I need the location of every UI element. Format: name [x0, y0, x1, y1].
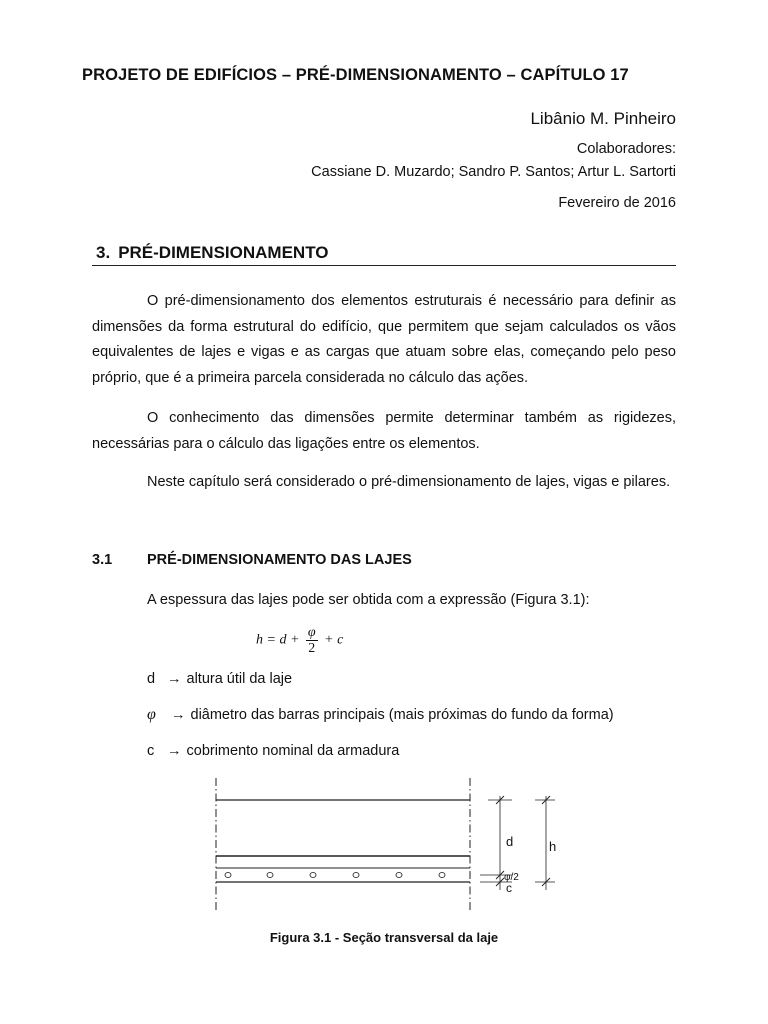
slab-cross-section-drawing — [210, 774, 570, 920]
paragraph-2: O conhecimento das dimensões permite determinar também as rigidezes, necessárias para o cálculo das ligações entre os elementos. — [92, 410, 676, 452]
thickness-formula — [256, 625, 343, 656]
section-intro: A espessura das lajes pode ser obtida com a expressão (Figura 3.1): — [147, 592, 590, 608]
definition-symbol: d — [147, 671, 156, 687]
section-number: 3.1 — [92, 552, 113, 568]
definition-d — [147, 671, 292, 687]
document-title: PROJETO DE EDIFÍCIOS – PRÉ-DIMENSIONAMENTO – CAPÍTULO 17 — [82, 66, 629, 84]
author-name: Libânio M. Pinheiro — [530, 109, 676, 128]
publication-date: Fevereiro de 2016 — [558, 195, 676, 211]
paragraph-1: O pré-dimensionamento dos elementos estruturais é necessário para definir as dimensões da forma estrutural do edifício, que permitem que sejam calculados os vãos equivalentes de lajes e vigas e as cargas que atuam sobre elas, começando pelo peso próprio, que é a primeira parcela considerada no cálculo das ações. — [92, 293, 676, 386]
paragraph-3: Neste capítulo será considerado o pré-dimensionamento de lajes, vigas e pilares. — [147, 474, 671, 490]
collaborators-names: Cassiane D. Muzardo; Sandro P. Santos; Artur L. Sartorti — [311, 164, 676, 180]
slab-cross-section-figure — [210, 774, 570, 925]
label-d: d — [506, 834, 514, 849]
label-phi-half: φ/2 — [504, 872, 519, 883]
figure-caption: Figura 3.1 - Seção transversal da laje — [269, 930, 499, 945]
definition-text: diâmetro das barras principais (mais próximas do fundo da forma) — [190, 707, 614, 723]
definition-text: altura útil da laje — [186, 671, 293, 687]
formula-numerator: φ — [307, 625, 316, 640]
collaborators-label: Colaboradores: — [576, 141, 676, 157]
formula-denominator: 2 — [308, 641, 316, 656]
formula-lhs: h = d + — [256, 632, 300, 648]
label-h: h — [549, 839, 557, 854]
chapter-title: PRÉ-DIMENSIONAMENTO — [118, 243, 329, 262]
formula-fraction — [306, 625, 318, 656]
arrow-icon: → — [167, 743, 182, 759]
section-title: PRÉ-DIMENSIONAMENTO DAS LAJES — [147, 552, 412, 568]
rebar-circles — [225, 872, 445, 877]
arrow-icon: → — [171, 707, 186, 723]
definition-phi — [147, 706, 614, 724]
definition-text: cobrimento nominal da armadura — [186, 743, 400, 759]
chapter-number: 3. — [96, 243, 111, 262]
formula-rhs: + c — [324, 632, 344, 648]
chapter-heading — [92, 243, 676, 266]
definition-symbol: c — [147, 743, 155, 759]
definition-c — [147, 743, 399, 759]
label-c: c — [506, 881, 512, 895]
definition-symbol: φ — [147, 706, 156, 723]
arrow-icon: → — [167, 671, 182, 687]
